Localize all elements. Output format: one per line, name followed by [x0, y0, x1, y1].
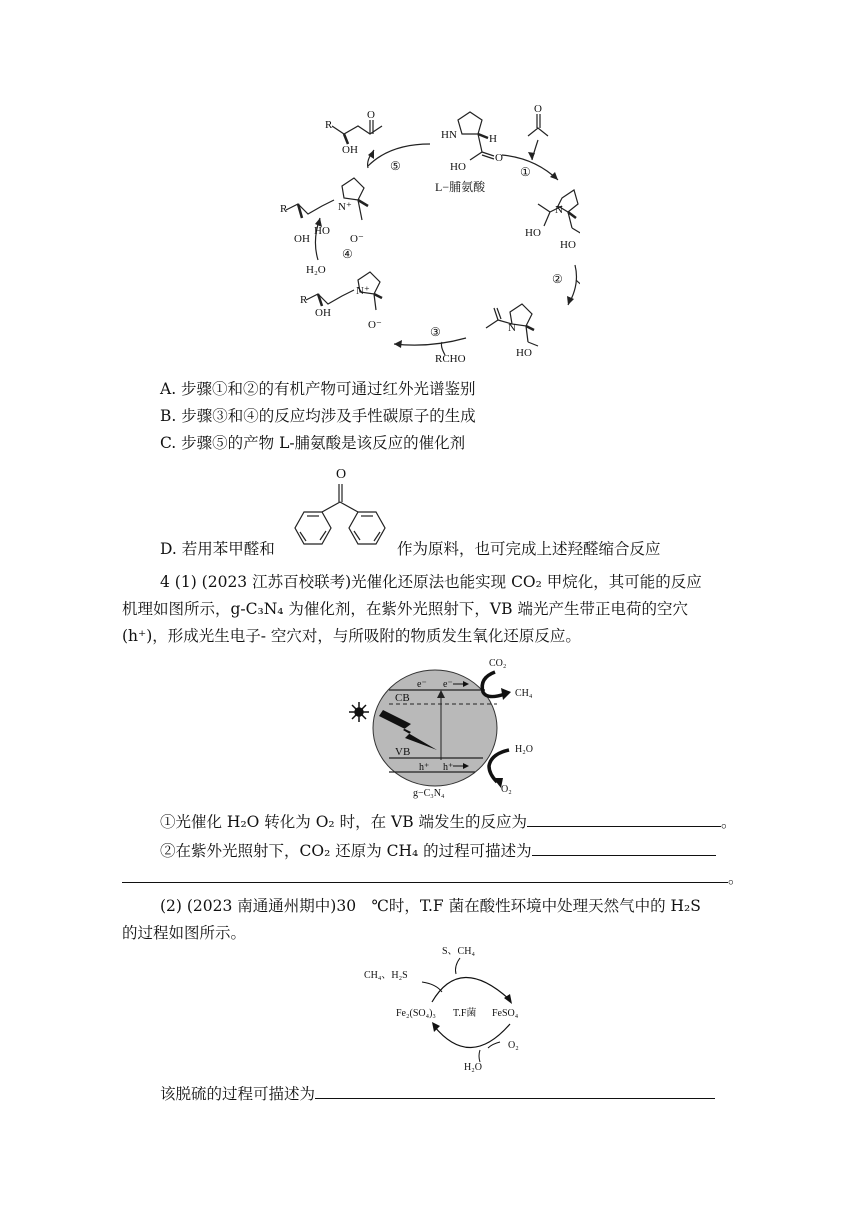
- co2-label: CO₂: [489, 658, 507, 669]
- r-label: R: [300, 294, 308, 306]
- electron-label-1: e⁻: [417, 679, 427, 690]
- q4-subq3-text: 该脱硫的过程可描述为: [160, 1085, 316, 1103]
- r-label: R: [325, 119, 333, 131]
- step5-label: ⑤: [390, 159, 401, 173]
- step3-label: ③: [430, 325, 441, 339]
- o-label: O: [534, 103, 542, 115]
- o-minus-label: O⁻: [368, 319, 382, 331]
- ho-label: HO: [560, 239, 576, 251]
- rcho-label: RCHO: [435, 353, 466, 365]
- feso4-label: FeSO₄: [492, 1008, 519, 1019]
- o2-in-arrow: [488, 1042, 500, 1048]
- h-label: H: [489, 133, 497, 145]
- benzophenone-structure: [286, 462, 394, 556]
- q4-part1-line3: (h⁺)，形成光生电子- 空穴对，与所吸附的物质发生氧化还原反应。: [122, 627, 581, 645]
- q4-subq2: [160, 840, 716, 862]
- q4-subq2-line2: [122, 867, 744, 889]
- h2o-label: H₂O: [464, 1062, 482, 1073]
- n-label: N: [555, 204, 563, 216]
- hole-label-1: h⁺: [419, 762, 430, 773]
- o2-label: O₂: [508, 1040, 519, 1051]
- aldol-product-structure: [325, 109, 382, 156]
- q4-subq1: [160, 811, 737, 833]
- h2o-label: H₂O: [515, 744, 533, 755]
- q4-subq2-answer-blank-1[interactable]: [532, 841, 716, 856]
- q4-subq3-answer-blank[interactable]: [315, 1084, 715, 1099]
- l-proline-structure: [435, 112, 503, 194]
- oh-label: OH: [342, 144, 358, 156]
- tf-bacteria-label: T.F菌: [453, 1008, 477, 1019]
- n-plus-label: N⁺: [338, 201, 352, 213]
- ho-label: HO: [516, 347, 532, 359]
- step4-label: ④: [342, 247, 353, 261]
- electron-label-2: e⁻: [443, 679, 453, 690]
- cb-label: CB: [395, 692, 410, 704]
- step2-label: ②: [552, 272, 563, 286]
- water-label: H₂O: [306, 264, 326, 276]
- q4-subq2-text: ②在紫外光照射下，CO₂ 还原为 CH₄ 的过程可描述为: [160, 842, 532, 860]
- ch4-label: CH₄: [515, 688, 533, 699]
- s-ch4-label: S、CH₄: [442, 946, 475, 957]
- option-d-after: 作为原料，也可完成上述羟醛缩合反应: [397, 540, 661, 558]
- r-label: R: [280, 203, 288, 215]
- step1-label: ①: [520, 165, 531, 179]
- water-oxidation-arrow: [489, 750, 509, 782]
- co2-reduction-arrow: [482, 672, 505, 697]
- hydrated-iminium-structure: [280, 178, 368, 245]
- q4-part1-line1: 4 (1) (2023 江苏百校联考)光催化还原法也能实现 CO₂ 甲烷化，其可能的反应: [160, 573, 702, 591]
- ch4-h2s-label: CH₄、H₂S: [364, 970, 408, 981]
- hn-label: HN: [441, 129, 457, 141]
- lower-arc-arrow: [434, 1024, 510, 1048]
- n-label: N: [508, 322, 516, 334]
- q4-subq3: [160, 1083, 715, 1105]
- fe2so43-label: Fe₂(SO₄)₃: [396, 1008, 436, 1019]
- reactant-in-arrow: [422, 982, 442, 992]
- acetone-structure: [528, 103, 548, 136]
- sun-icon: [349, 702, 369, 722]
- carbinolamine-structure: [525, 190, 580, 251]
- q4-part1-line2: 机理如图所示，g-C₃N₄ 为催化剂，在紫外光照射下，VB 端光产生带正电荷的空穴: [122, 600, 688, 618]
- product-out-arrow: [456, 958, 461, 974]
- catalyst-label: g−C₃N₄: [413, 788, 445, 799]
- hole-label-2: h⁺: [443, 762, 454, 773]
- o-label: O: [495, 152, 503, 164]
- photocatalysis-diagram: [345, 650, 555, 800]
- q4-part2-line2: 的过程如图所示。: [122, 924, 247, 942]
- desulfurization-cycle-diagram: [360, 940, 540, 1075]
- upper-arc-arrow: [432, 977, 510, 1002]
- option-c: C. 步骤⑤的产物 L-脯氨酸是该反应的催化剂: [160, 434, 466, 452]
- q4-subq2-end: 。: [728, 869, 744, 887]
- q4-subq1-end: 。: [721, 813, 737, 831]
- ho-label: HO: [525, 227, 541, 239]
- q4-subq1-text: ①光催化 H₂O 转化为 O₂ 时，在 VB 端发生的反应为: [160, 813, 528, 831]
- vb-label: VB: [395, 746, 411, 758]
- l-proline-label: L−脯氨酸: [435, 180, 486, 194]
- option-d-before: D. 若用苯甲醛和: [160, 540, 275, 558]
- n-plus-label: N⁺: [356, 285, 370, 297]
- proline-aldol-cycle-diagram: [270, 100, 580, 365]
- iminium-structure: [300, 272, 382, 331]
- benzophenone-o-label: O: [336, 467, 347, 482]
- oh-label: OH: [315, 307, 331, 319]
- ho-label: HO: [314, 225, 330, 237]
- oh-label: OH: [294, 233, 310, 245]
- step3-arrow: [394, 338, 466, 345]
- option-b: B. 步骤③和④的反应均涉及手性碳原子的生成: [160, 407, 476, 425]
- h2o-out-arrow: [479, 1050, 480, 1062]
- q4-subq1-answer-blank[interactable]: [527, 812, 721, 827]
- ho-label: HO: [450, 161, 466, 173]
- q4-part2-line1: (2) (2023 南通通州期中)30 ℃时，T.F 菌在酸性环境中处理天然气中的 H₂S: [160, 897, 701, 915]
- enamine-structure: [486, 304, 538, 359]
- o-label: O: [367, 109, 375, 121]
- q4-subq2-answer-blank-2[interactable]: [122, 868, 728, 883]
- option-a: A. 步骤①和②的有机产物可通过红外光谱鉴别: [160, 380, 476, 398]
- water-out-arrow: [576, 280, 580, 288]
- o2-label: O₂: [501, 784, 512, 795]
- o-minus-label: O⁻: [350, 233, 364, 245]
